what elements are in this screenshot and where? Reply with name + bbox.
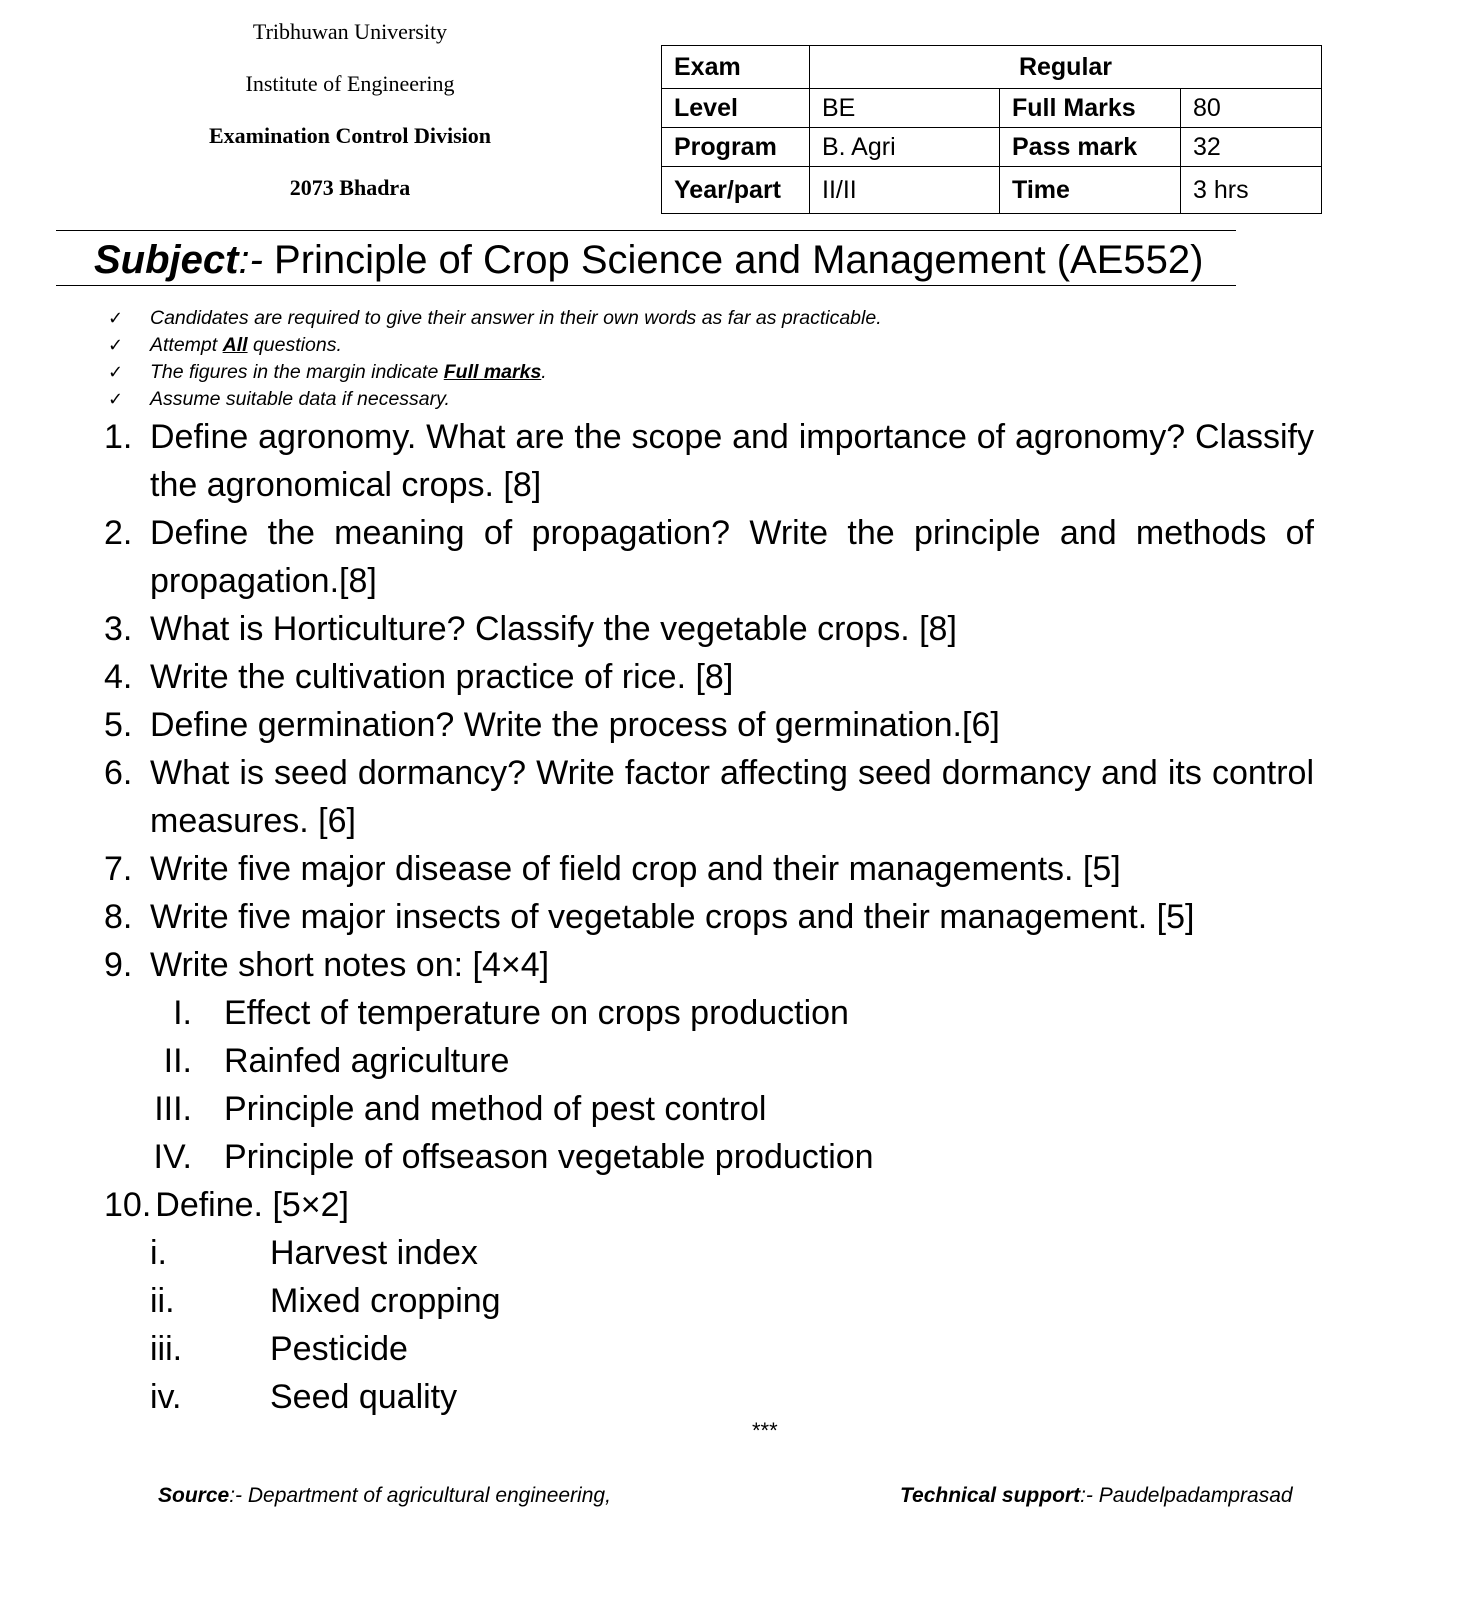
sub-question-text: Principle and method of pest control [224,1090,767,1128]
support-text: :- Paudelpadamprasad [1080,1484,1293,1507]
instruction-item [108,332,882,359]
sub-question-text: Principle of offseason vegetable production [224,1138,874,1176]
instruction-item [108,305,882,332]
question-text: Define. [5×2] [155,1186,350,1224]
question-number: 6. [104,754,133,792]
program-label: Program [662,128,810,167]
question-text: What is Horticulture? Classify the vegetable crops. [8] [150,610,957,648]
question-text: What is seed dormancy? Write factor affecting seed dormancy and its control measures. [6] [150,754,1314,840]
sub-question-number: iv. [150,1378,182,1416]
question-number: 8. [104,898,133,936]
question-number: 9. [104,946,133,984]
exam-header [150,14,550,222]
sub-question-item [104,1373,1314,1421]
sub-question-item [104,1037,1314,1085]
full-marks-label: Full Marks [1000,89,1181,128]
division-name: Examination Control Division [209,123,491,148]
instruction-item [108,359,882,386]
question-item [104,413,1314,509]
question-text: Write short notes on: [4×4] [150,946,550,984]
question-number: 4. [104,658,133,696]
question-text: Define the meaning of propagation? Write the principle and methods of propagation.[8] [150,514,1314,600]
question-number: 1. [104,418,133,456]
end-mark: *** [752,1418,778,1443]
question-list [104,413,1314,1421]
level-value: BE [810,89,1000,128]
university-name: Tribhuwan University [252,19,448,44]
question-number: 2. [104,514,133,552]
instruction-text: Assume suitable data if necessary. [150,388,450,410]
sub-question-text: Effect of temperature on crops production [224,994,849,1032]
sub-question-number: ii. [150,1282,175,1320]
sub-question-text: Pesticide [270,1330,408,1368]
sub-question-item [104,1229,1314,1277]
question-item [104,653,1314,701]
instructions-list [108,305,882,413]
question-item [104,893,1314,941]
sub-question-item [104,1277,1314,1325]
pass-mark-value: 32 [1181,128,1322,167]
question-number: 3. [104,610,133,648]
instruction-emphasis: All [222,334,248,356]
source-text: :- Department of agricultural engineering, [229,1484,611,1507]
question-number: 10. [104,1186,152,1224]
sub-question-number: i. [150,1234,167,1272]
check-icon: ✓ [108,308,124,328]
instruction-text: questions. [247,334,342,356]
support-label: Technical support [900,1484,1081,1507]
check-icon: ✓ [108,362,124,382]
pass-mark-label: Pass mark [1000,128,1181,167]
sub-question-item [104,1085,1314,1133]
instruction-emphasis: Full marks [443,361,542,383]
footer-support [900,1484,1293,1508]
question-item [104,509,1314,605]
sub-question-number: I. [173,994,192,1032]
full-marks-value: 80 [1181,89,1322,128]
subject-bottom-rule [56,285,1236,286]
question-text: Write the cultivation practice of rice. [8] [150,658,734,696]
question-item [104,749,1314,845]
subject-separator: :- [238,238,263,282]
exam-value: Regular [810,46,1322,89]
instruction-item [108,386,882,413]
sub-question-text: Seed quality [270,1378,458,1416]
instruction-text: . [541,361,547,383]
question-item [104,1181,1314,1229]
sub-question-text: Rainfed agriculture [224,1042,510,1080]
subject-line [94,238,1203,283]
check-icon: ✓ [108,335,124,355]
instruction-text: The figures in the margin indicate [150,361,444,383]
question-text: Define germination? Write the process of germination.[6] [150,706,1000,744]
subject-label: Subject [94,238,239,282]
question-item [104,845,1314,893]
exam-info-table [661,45,1322,214]
time-value: 3 hrs [1181,167,1322,214]
question-item [104,941,1314,989]
sub-question-number: II. [163,1042,192,1080]
sub-question-item [104,1325,1314,1373]
question-text: Write five major insects of vegetable crops and their management. [5] [150,898,1195,936]
institute-name: Institute of Engineering [245,71,455,96]
sub-question-number: iii. [150,1330,183,1368]
year-part-value: II/II [810,167,1000,214]
question-number: 5. [104,706,133,744]
exam-session: 2073 Bhadra [289,175,411,200]
question-item [104,605,1314,653]
time-label: Time [1000,167,1181,214]
sub-question-text: Mixed cropping [270,1282,501,1320]
check-icon: ✓ [108,389,124,409]
question-text: Write five major disease of field crop and their managements. [5] [150,850,1121,888]
sub-question-item [104,989,1314,1037]
subject-title: Principle of Crop Science and Management (AE552) [262,238,1204,282]
subject-top-rule [56,230,1236,231]
question-number: 7. [104,850,133,888]
question-text: Define agronomy. What are the scope and importance of agronomy? Classify the agronomical crops. [8] [150,418,1314,504]
instruction-text: Candidates are required to give their answer in their own words as far as practicable. [150,307,882,329]
sub-question-item [104,1133,1314,1181]
source-label: Source [158,1484,230,1507]
sub-question-number: III. [154,1090,192,1128]
question-item [104,701,1314,749]
exam-label: Exam [662,46,810,89]
sub-question-text: Harvest index [270,1234,478,1272]
program-value: B. Agri [810,128,1000,167]
level-label: Level [662,89,810,128]
instruction-text: Attempt [150,334,223,356]
footer-source [158,1484,611,1508]
sub-question-number: IV. [153,1138,192,1176]
year-part-label: Year/part [662,167,810,214]
